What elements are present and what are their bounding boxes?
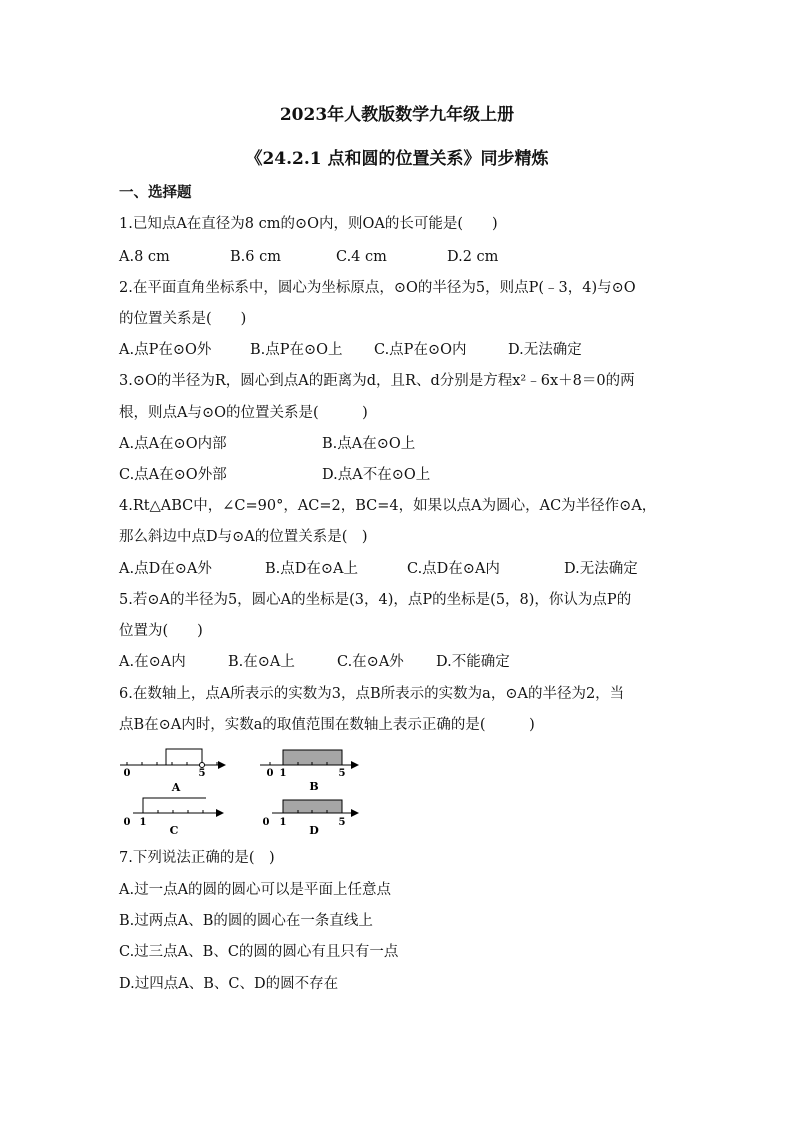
q7-option-b: B.过两点A、B的圆的圆心在一条直线上 (119, 913, 373, 929)
title-line-2: 《24.2.1 点和圆的位置关系》同步精炼 (245, 149, 549, 169)
q2-option-c: C.点P在⊙O内 (374, 342, 467, 358)
q3-option-a: A.点A在⊙O内部 (119, 436, 227, 452)
q2-stem-line-2: 的位置关系是( ) (119, 311, 247, 327)
q2-options (119, 341, 719, 359)
q5-stem-line-1: 5.若⊙A的半径为5，圆心A的坐标是(3，4)，点P的坐标是(5，8)，你认为点P的 (119, 592, 632, 608)
figure-b-tick-label-1: 1 (279, 768, 287, 779)
q3-option-c: C.点A在⊙O外部 (119, 467, 227, 483)
figure-d-tick-label-1: 1 (279, 817, 287, 828)
q7-stem: 7.下列说法正确的是( ) (119, 850, 275, 866)
q6-stem-line-1: 6.在数轴上，点A所表示的实数为3，点B所表示的实数为a，⊙A的半径为2，当 (119, 686, 625, 702)
q5-stem-line-2: 位置为( ) (119, 623, 203, 639)
figure-a-label: A (171, 781, 181, 794)
q7-option-a: A.过一点A的圆的圆心可以是平面上任意点 (119, 882, 392, 898)
figure-d-number-line (263, 800, 358, 837)
q1-option-b: B.6 cm (230, 249, 281, 265)
figure-b-label: B (309, 780, 319, 793)
figure-c-tick-label-1: 1 (139, 817, 147, 828)
q6-stem-line-2: 点B在⊙A内时，实数a的取值范围在数轴上表示正确的是( ) (119, 717, 535, 733)
section-heading: 一、选择题 (119, 184, 192, 201)
q5-option-a: A.在⊙A内 (119, 654, 186, 670)
q4-stem-line-1: 4.Rt△ABC中，∠C=90°，AC=2，BC=4，如果以点A为圆心，AC为半径作⊙A， (119, 498, 657, 514)
q2-option-d: D.无法确定 (508, 342, 582, 358)
figure-a-open-point (200, 763, 205, 768)
figure-c-label: C (169, 824, 179, 837)
figure-c-number-line (124, 798, 223, 837)
figure-a-range-bracket (166, 749, 202, 765)
q6-number-line-figures (110, 740, 380, 840)
q4-option-b: B.点D在⊙A上 (265, 561, 359, 577)
q3-stem-line-1: 3.⊙O的半径为R，圆心到点A的距离为d，且R、d分别是方程x²﹣6x＋8＝0的两 (119, 373, 635, 389)
figure-d-label: D (309, 824, 319, 837)
figure-b-tick-label-5: 5 (338, 768, 346, 779)
q7-option-c: C.过三点A、B、C的圆的圆心有且只有一点 (119, 944, 399, 960)
q3-stem-line-2: 根，则点A与⊙O的位置关系是( ) (119, 405, 368, 421)
q1-option-d: D.2 cm (447, 249, 499, 265)
q5-option-d: D.不能确定 (436, 654, 510, 670)
figure-a-number-line (120, 749, 225, 794)
q5-options (119, 653, 719, 671)
q5-option-b: B.在⊙A上 (228, 654, 295, 670)
figure-d-tick-label-5: 5 (338, 817, 346, 828)
q3-options-row-2 (119, 466, 719, 484)
q4-option-a: A.点D在⊙A外 (119, 561, 212, 577)
q1-stem: 1.已知点A在直径为8 cm的⊙O内，则OA的长可能是( ) (119, 216, 498, 232)
q5-option-c: C.在⊙A外 (337, 654, 404, 670)
q1-option-c: C.4 cm (336, 249, 387, 265)
figure-c-range-bracket (143, 798, 206, 813)
q1-option-a: A.8 cm (119, 249, 170, 265)
q7-option-d: D.过四点A、B、C、D的圆不存在 (119, 976, 339, 992)
figure-a-tick-label-0: 0 (123, 768, 131, 779)
figure-a-tick-label-5: 5 (198, 768, 206, 779)
q2-option-a: A.点P在⊙O外 (119, 342, 212, 358)
figure-b-number-line (260, 750, 358, 793)
q3-option-b: B.点A在⊙O上 (322, 436, 416, 452)
q1-options (119, 248, 719, 266)
q4-options (119, 560, 719, 578)
q2-stem-line-1: 2.在平面直角坐标系中，圆心为坐标原点，⊙O的半径为5，则点P(﹣3，4)与⊙O (119, 280, 636, 296)
figure-d-tick-label-0: 0 (262, 817, 270, 828)
figure-c-tick-label-0: 0 (123, 817, 131, 828)
figure-b-tick-label-0: 0 (266, 768, 274, 779)
title-line-1: 2023年人教版数学九年级上册 (279, 105, 515, 125)
q4-option-d: D.无法确定 (564, 561, 638, 577)
q3-option-d: D.点A不在⊙O上 (322, 467, 431, 483)
q4-stem-line-2: 那么斜边中点D与⊙A的位置关系是( ) (119, 529, 368, 545)
q3-options-row-1 (119, 435, 719, 453)
q2-option-b: B.点P在⊙O上 (250, 342, 343, 358)
q4-option-c: C.点D在⊙A内 (407, 561, 500, 577)
